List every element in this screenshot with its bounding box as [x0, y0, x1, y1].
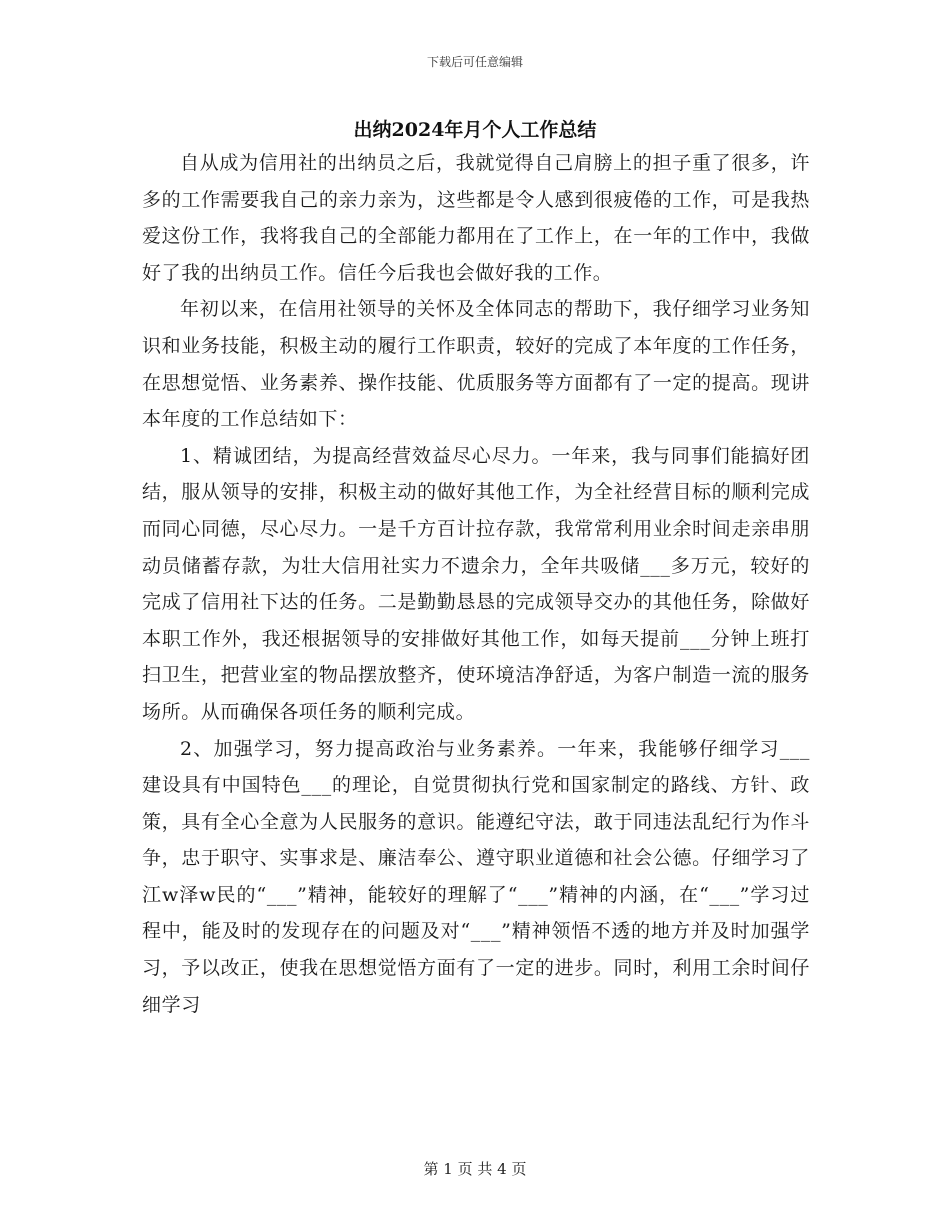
document-body [142, 145, 810, 1023]
header-note: 下载后可任意编辑 [426, 55, 523, 69]
paragraph-section-2: 2、加强学习，努力提高政治与业务素养。一年来，我能够仔细学习___建设具有中国特色___的理论，自觉贯彻执行党和国家制定的路线、方针、政策，具有全心全意为人民服务的意识。能遵纪守法，敢于同违法乱纪行为作斗争，忠于职守、实事求是、廉洁奉公、遵守职业道德和社会公德。仔细学习了江w泽w民的“___”精神，能较好的理解了“___”精神的内涵，在“___”学习过程中，能及时的发现存在的问题及对“___”精神领悟不透的地方并及时加强学习，予以改正，使我在思想觉悟方面有了一定的进步。同时，利用工余时间仔细学习 [142, 737, 810, 1016]
paragraph-intro: 自从成为信用社的出纳员之后，我就觉得自己肩膀上的担子重了很多，许多的工作需要我自己的亲力亲为，这些都是令人感到很疲倦的工作，可是我热爱这份工作，我将我自己的全部能力都用在了工作上，在一年的工作中，我做好了我的出纳员工作。信任今后我也会做好我的工作。 [142, 152, 810, 284]
page-number: 第 1 页 共 4 页 [423, 1160, 527, 1178]
paragraph-overview: 年初以来，在信用社领导的关怀及全体同志的帮助下，我仔细学习业务知识和业务技能，积极主动的履行工作职责，较好的完成了本年度的工作任务，在思想觉悟、业务素养、操作技能、优质服务等方面都有了一定的提高。现讲本年度的工作总结如下： [142, 298, 810, 431]
paragraph-section-1: 1、精诚团结，为提高经营效益尽心尽力。一年来，我与同事们能搞好团结，服从领导的安排，积极主动的做好其他工作，为全社经营目标的顺利完成而同心同德，尽心尽力。一是千方百计拉存款，我常常利用业余时间走亲串朋动员储蓄存款，为壮大信用社实力不遗余力，全年共吸储___多万元，较好的完成了信用社下达的任务。二是勤勤恳恳的完成领导交办的其他任务，除做好本职工作外，我还根据领导的安排做好其他工作，如每天提前___分钟上班打扫卫生，把营业室的物品摆放整齐，使环境洁净舒适，为客户制造一流的服务场所。从而确保各项任务的顺利完成。 [142, 444, 810, 723]
document-title: 出纳2024年月个人工作总结 [353, 119, 597, 141]
